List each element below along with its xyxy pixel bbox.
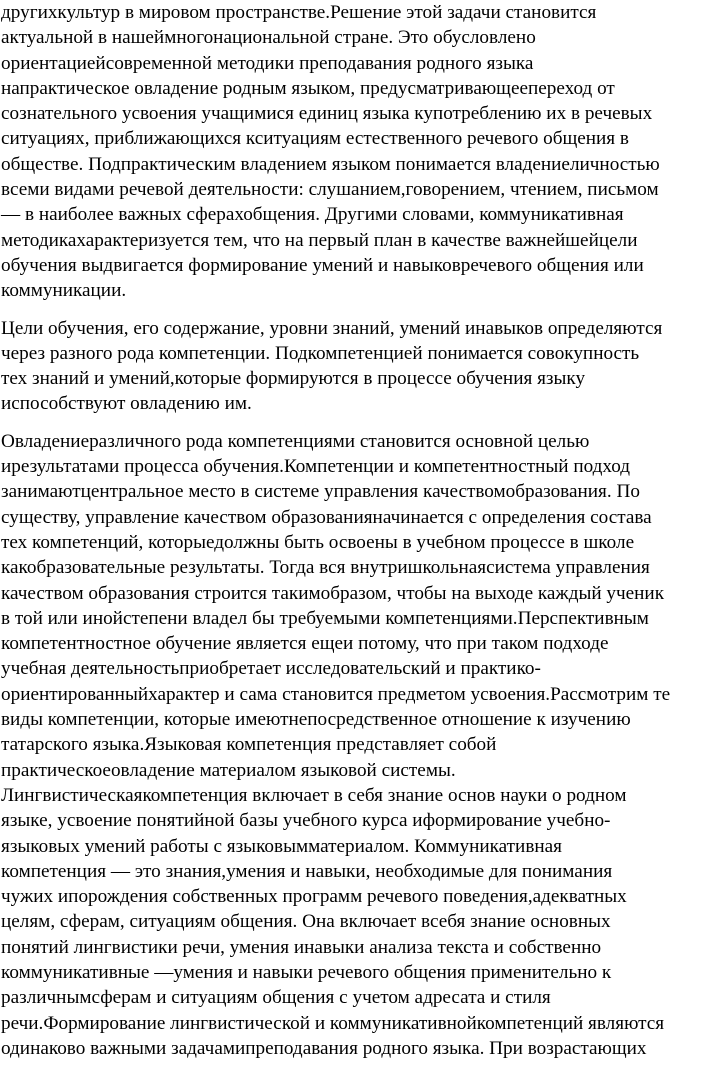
text-line: учебная деятельностьприобретает исследовательский и практико-: [1, 658, 541, 680]
text-line: — в наиболее важных сферахобщения. Другими словами, коммуникативная: [1, 204, 624, 226]
text-line: практическоеовладение материалом языковой системы.: [1, 759, 456, 781]
text-line: всеми видами речевой деятельности: слушанием,говорением, чтением, письмом: [1, 179, 659, 201]
text-line: виды компетенции, которые имеютнепосредственное отношение к изучению: [1, 709, 631, 731]
text-line: языке, усвоение понятийной базы учебного курса иформирование учебно-: [1, 810, 611, 832]
paragraph-2: [0, 316, 704, 417]
paragraph-3: [0, 429, 704, 1061]
text-line: обучения выдвигается формирование умений и навыковречевого общения или: [1, 254, 644, 276]
text-line: качеством образования строится такимобразом, чтобы на выходе каждый ученик: [1, 582, 665, 604]
text-line: какобразовательные результаты. Тогда вся внутришкольнаясистема управления: [1, 557, 650, 579]
text-line: тех знаний и умений,которые формируются в процессе обучения языку: [1, 368, 586, 390]
text-line: целям, сферам, ситуациям общения. Она включает всебя знание основных: [1, 911, 611, 933]
text-line: другихкультур в мировом пространстве.Решение этой задачи становится: [1, 2, 597, 23]
text-line: языковых умений работы с языковымматериалом. Коммуникативная: [1, 835, 562, 857]
text-line: ситуациях, приближающихся кситуациям естественного речевого общения в: [1, 128, 629, 150]
text-line: речи.Формирование лингвистической и коммуникативнойкомпетенций являются: [1, 1012, 665, 1034]
text-line: компетентностное обучение является ещеи потому, что при таком подходе: [1, 633, 609, 655]
text-line: понятий лингвистики речи, умения инавыки анализа текста и собственно: [1, 936, 602, 958]
text-line: занимаютцентральное место в системе управления качествомобразования. По: [1, 481, 640, 503]
text-line: Овладениеразличного рода компетенциями становится основной целью: [1, 430, 590, 452]
text-line: сознательного усвоения учащимися единиц языка купотреблению их в речевых: [1, 103, 653, 125]
text-line: актуальной в нашеймногонациональной стране. Это обусловлено: [1, 27, 536, 49]
text-line: в той или инойстепени владел бы требуемыми компетенциями.Перспективным: [1, 607, 649, 629]
text-line: существу, управление качеством образованияначинается с определения состава: [1, 506, 652, 528]
text-line: тех компетенций, которыедолжны быть освоены в учебном процессе в школе: [1, 531, 635, 553]
text-line: через разного рода компетенции. Подкомпетенцией понимается совокупность: [1, 342, 640, 364]
text-line: татарского языка.Языковая компетенция представляет собой: [1, 734, 497, 756]
text-line: методикахарактеризуется тем, что на первый план в качестве важнейшейцели: [1, 229, 638, 251]
paragraph-1: [0, 0, 704, 304]
text-line: чужих ипорождения собственных программ речевого поведения,адекватных: [1, 886, 627, 908]
text-line: обществе. Подпрактическим владением языком понимается владениеличностью: [1, 153, 660, 175]
text-line: испособствуют овладению им.: [1, 393, 252, 415]
text-line: одинаково важными задачамипреподавания родного языка. При возрастающих: [1, 1037, 647, 1059]
text-line: ирезультатами процесса обучения.Компетенции и компетентностный подход: [1, 456, 631, 478]
text-line: Цели обучения, его содержание, уровни знаний, умений инавыков определяются: [1, 317, 663, 339]
text-line: коммуникации.: [1, 280, 127, 302]
text-line: коммуникативные —умения и навыки речевого общения применительно к: [1, 961, 612, 983]
text-line: различнымсферам и ситуациям общения с учетом адресата и стиля: [1, 987, 551, 1009]
text-line: ориентациейсовременной методики преподавания родного языка: [1, 52, 534, 74]
text-line: напрактическое овладение родным языком, предусматривающеепереход от: [1, 77, 615, 99]
text-line: компетенция — это знания,умения и навыки, необходимые для понимания: [1, 860, 613, 882]
text-line: ориентированныйхарактер и сама становится предметом усвоения.Рассмотрим те: [1, 683, 671, 705]
text-line: Лингвистическаякомпетенция включает в себя знание основ науки о родном: [1, 784, 627, 806]
